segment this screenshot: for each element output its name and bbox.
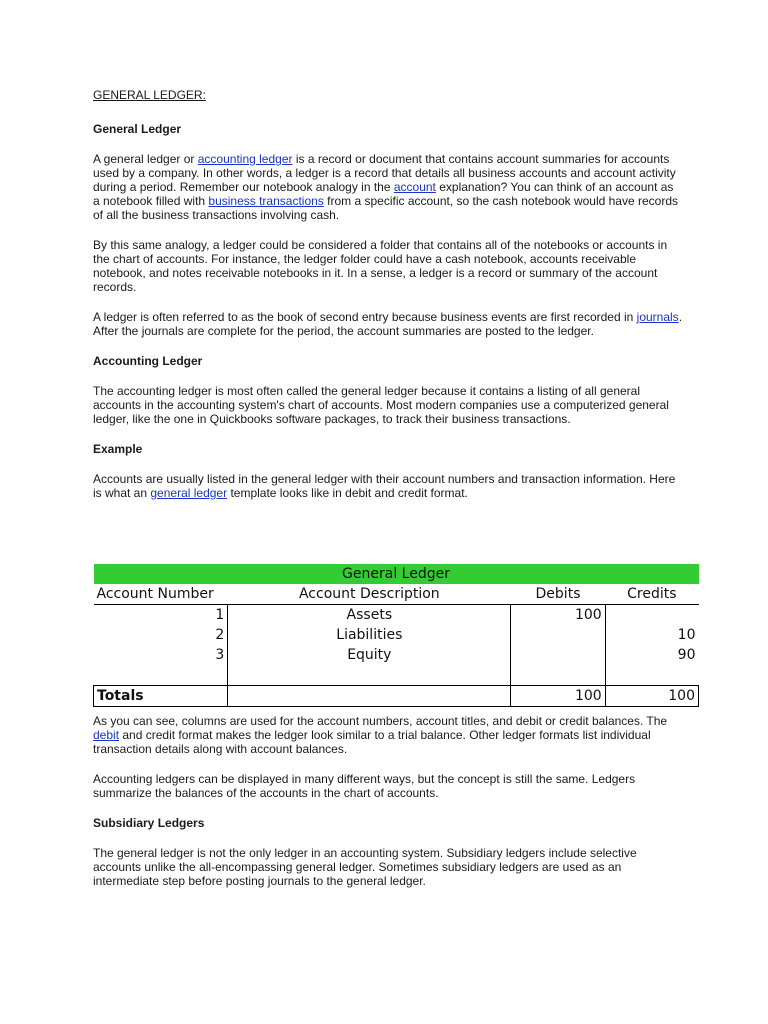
link-business-transactions[interactable]: business transactions (208, 194, 324, 208)
link-journals[interactable]: journals (636, 310, 679, 324)
table-row (94, 605, 699, 626)
table-spacer-row (94, 665, 699, 686)
paragraph-accounting-ledger: The accounting ledger is most often called the general ledger because it contains a listing of all general accounts in the accounting system's chart of accounts. Most modern companies use a computerized general ledger, like the one in Quickbooks software packages, to track their business transactions. (93, 384, 669, 426)
text-span: . After the journals are complete for the period, the account summaries are posted to the ledger. (93, 310, 683, 338)
text-span: As you can see, columns are used for the account numbers, account titles, and debit or credit balances. The (93, 714, 668, 728)
spacer-cell (228, 665, 511, 686)
cell-credit: 90 (677, 647, 696, 663)
spacer-cell (605, 665, 698, 686)
cell-debit (511, 645, 605, 665)
link-account[interactable]: account (393, 180, 436, 194)
ledger-table-container (93, 564, 699, 707)
cell-account-description: Assets (228, 605, 511, 626)
paragraph-example (93, 472, 683, 500)
cell-account-description: Liabilities (228, 625, 511, 645)
totals-label: Totals (94, 686, 228, 707)
header-account-number: Account Number (94, 584, 228, 605)
link-debit[interactable]: debit (93, 728, 120, 742)
text-span: is a record or document that contains account summaries for accounts used by a company. In other words, a ledger is a record that details all business accounts and account activity during a period. Remember our notebook analogy in the (93, 152, 676, 194)
cell-debit: 100 (511, 605, 605, 626)
text-span: and credit format makes the ledger look similar to a trial balance. Other ledger formats list individual transaction details along with account balances. (93, 728, 651, 756)
link-general-ledger[interactable]: general ledger (150, 486, 228, 500)
table-row (94, 645, 699, 665)
table-row (94, 625, 699, 645)
document-body-continued (93, 714, 683, 904)
paragraph-subsidiary-ledgers: The general ledger is not the only ledger in an accounting system. Subsidiary ledgers include selective accounts unlike the all-encompassing general ledger. Sometimes subsidiary ledgers are used as an intermediate step before posting journals to the general ledger. (93, 846, 637, 888)
cell-credit (605, 605, 698, 626)
paragraph-after-table-1 (93, 714, 683, 756)
cell-debit (511, 625, 605, 645)
text-span: template looks like in debit and credit format. (227, 486, 468, 500)
document-body (93, 88, 683, 516)
spacer-cell (511, 665, 605, 686)
cell-credit: 10 (677, 627, 696, 643)
link-accounting-ledger[interactable]: accounting ledger (197, 152, 293, 166)
text-span: Accounts are usually listed in the general ledger with their account numbers and transaction information. Here is what an (93, 472, 676, 500)
text-span: A ledger is often referred to as the book of second entry because business events are first recorded in (93, 310, 637, 324)
table-title-row (94, 564, 699, 584)
table-title: General Ledger (94, 564, 699, 584)
text-span: from a specific account, so the cash notebook would have records of all the business transactions involving cash. (93, 194, 679, 222)
document-title: GENERAL LEDGER: (93, 88, 206, 102)
cell-account-number: 1 (94, 605, 228, 626)
totals-debit: 100 (511, 686, 605, 707)
table-totals-row (94, 686, 699, 707)
general-ledger-table (93, 564, 699, 707)
cell-account-number: 3 (94, 645, 228, 665)
table-header-row (94, 584, 699, 605)
heading-example: Example (93, 442, 143, 456)
paragraph-general-ledger-2: By this same analogy, a ledger could be considered a folder that contains all of the notebooks or accounts in the chart of accounts. For instance, the ledger folder could have a cash notebook, accounts receivable notebook, and notes receivable notebooks in it. In a sense, a ledger is a record or summary of the account records. (93, 238, 668, 294)
totals-description (228, 686, 511, 707)
cell-account-description: Equity (228, 645, 511, 665)
paragraph-general-ledger-3 (93, 310, 683, 338)
heading-subsidiary-ledgers: Subsidiary Ledgers (93, 816, 205, 830)
heading-general-ledger: General Ledger (93, 122, 182, 136)
totals-credit: 100 (605, 686, 698, 707)
spacer-cell (94, 665, 228, 686)
header-credits: Credits (605, 584, 698, 605)
paragraph-general-ledger-1 (93, 152, 683, 222)
cell-account-number: 2 (94, 625, 228, 645)
paragraph-after-table-2: Accounting ledgers can be displayed in many different ways, but the concept is still the same. Ledgers summarize the balances of the accounts in the chart of accounts. (93, 772, 636, 800)
heading-accounting-ledger: Accounting Ledger (93, 354, 203, 368)
header-account-description: Account Description (228, 584, 511, 605)
text-span: explanation? You can think of an account as a notebook filled with (93, 180, 674, 208)
header-debits: Debits (511, 584, 605, 605)
text-span: A general ledger or (93, 152, 198, 166)
